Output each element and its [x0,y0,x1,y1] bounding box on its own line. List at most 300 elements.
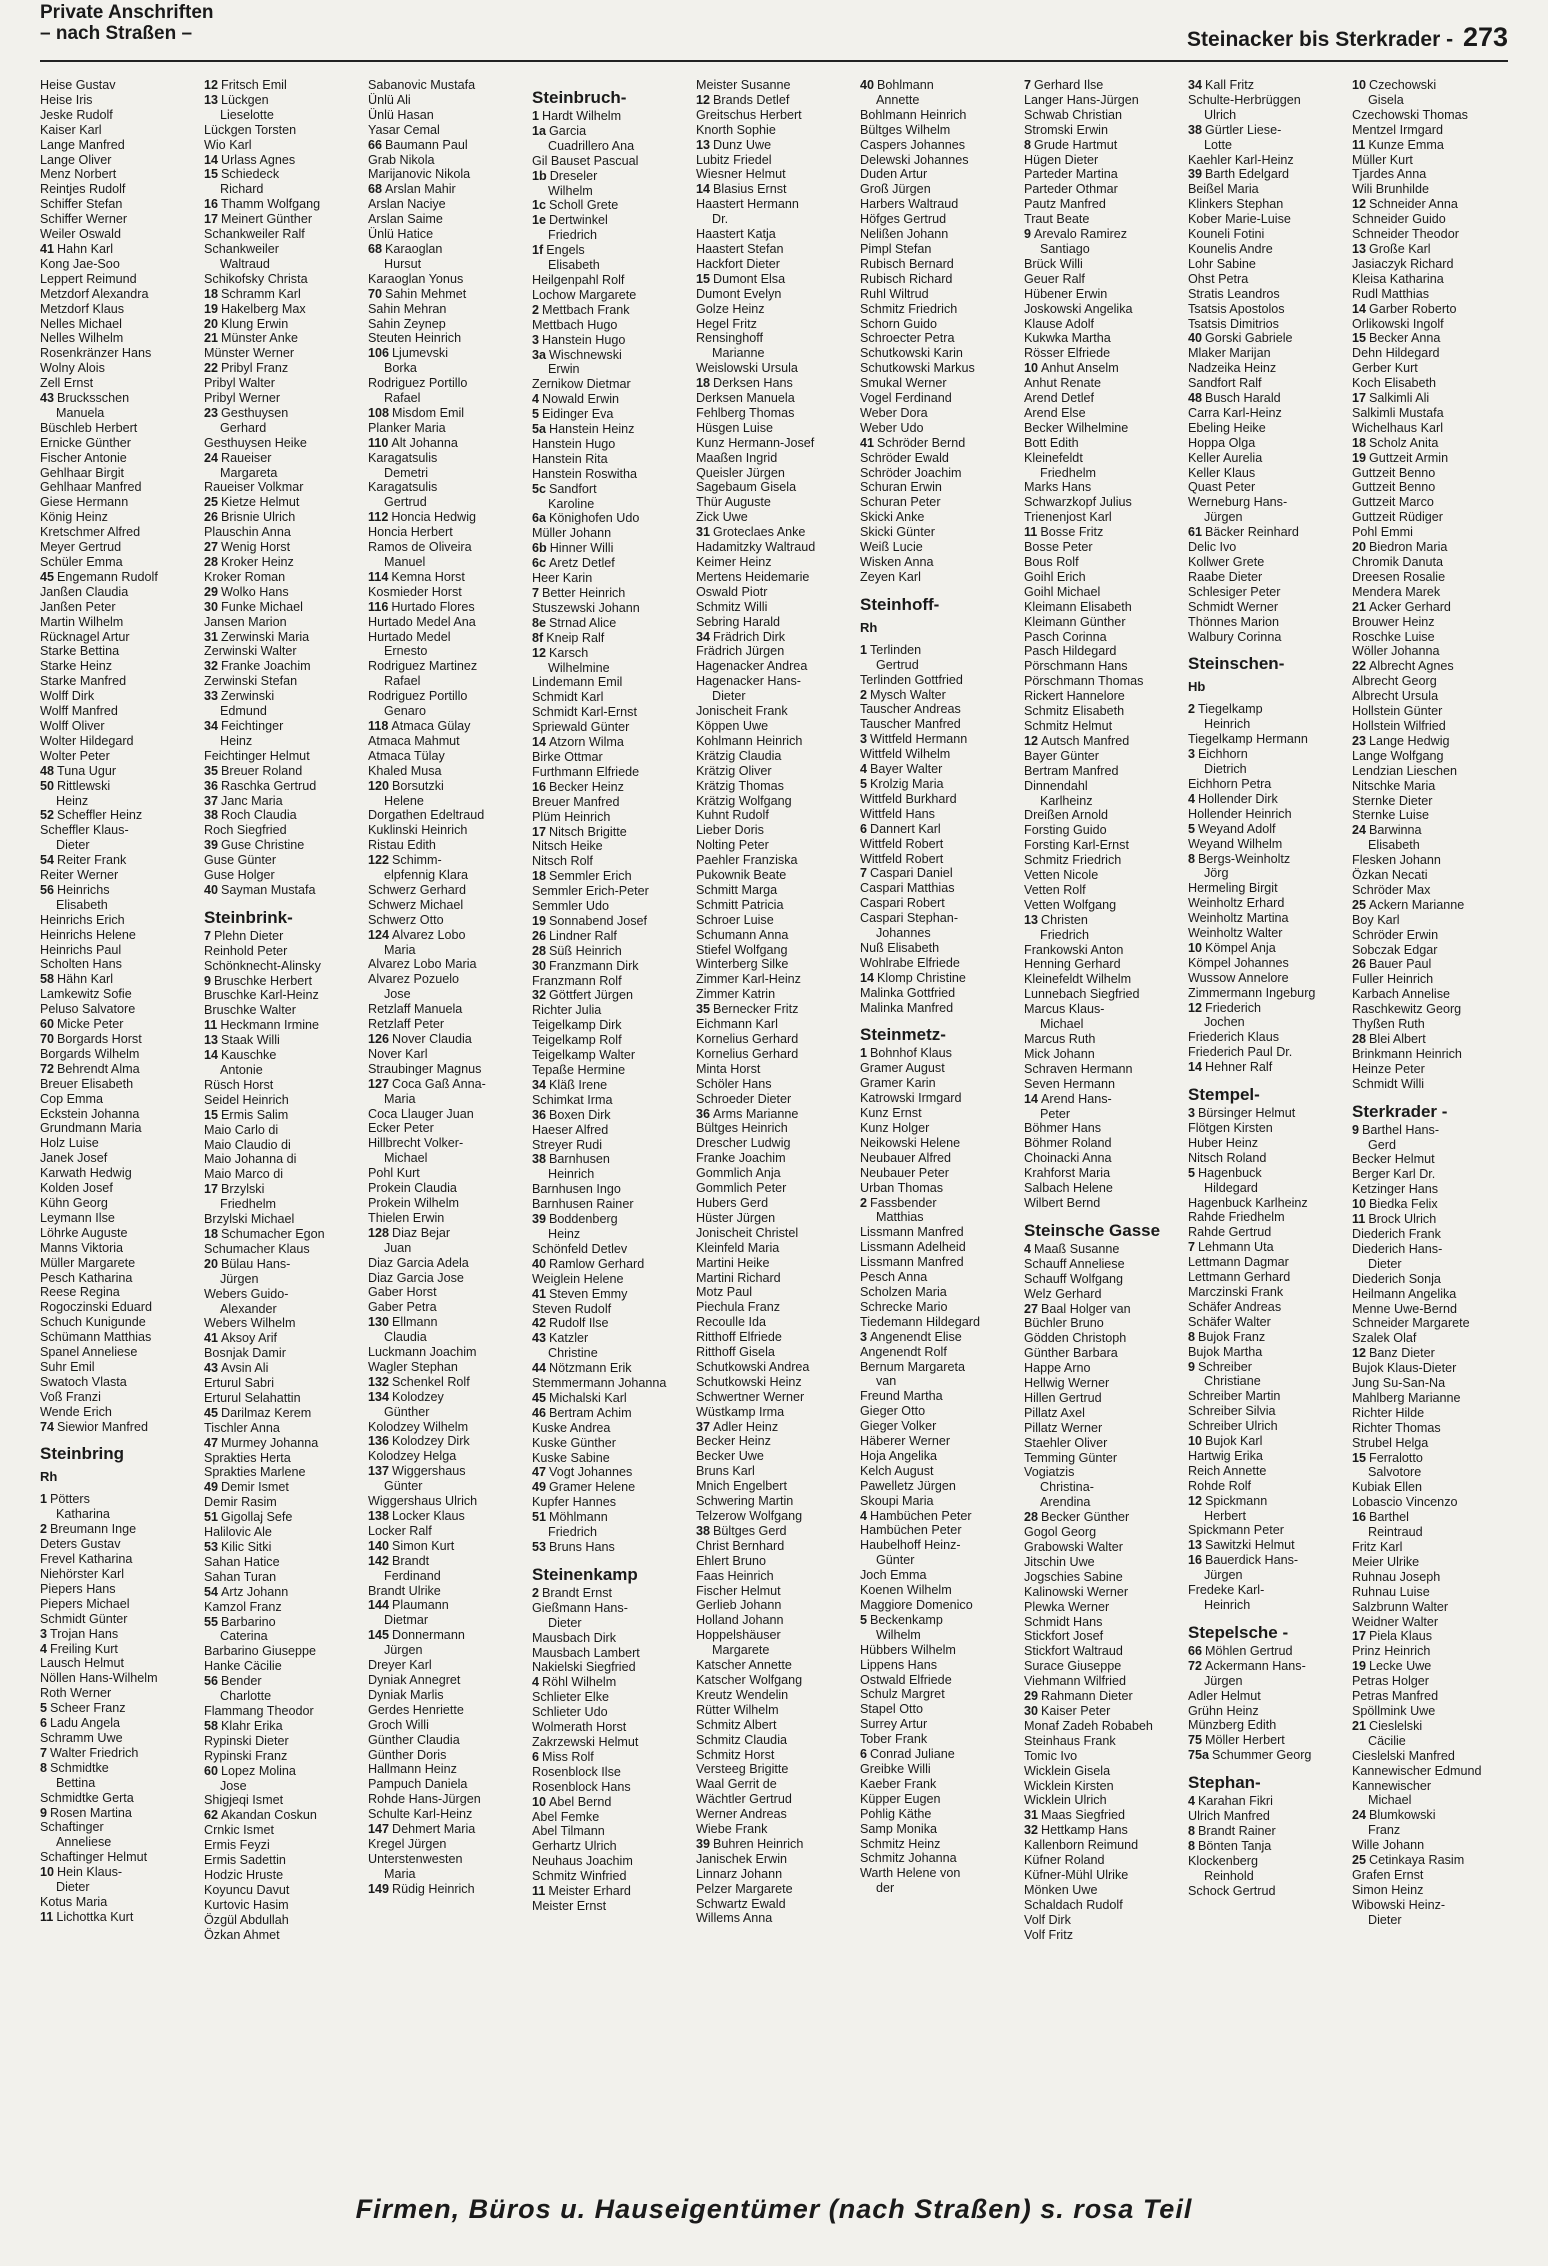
list-item [1352,182,1508,197]
resident-name: Kauschke [221,1048,277,1063]
resident-name: Nover Karl [368,1046,428,1061]
resident-name: Wüstkamp Irma [696,1404,785,1419]
house-number: 49 [204,1480,219,1495]
list-item [204,719,360,734]
resident-name: Kunze Emma [1368,137,1444,152]
list-item [1024,1510,1180,1525]
resident-name: Heinrichs Helene [40,927,136,942]
resident-name: Simon Kurt [392,1538,455,1553]
list-item [40,480,196,495]
list-item [1024,1868,1180,1883]
list-item [368,153,524,168]
resident-name: Wittfeld Robert [860,851,944,866]
house-number: 9 [1352,1122,1360,1137]
house-number: 5 [532,407,540,422]
resident-name: Groß Jürgen [860,182,931,197]
resident-name: Dreseler [549,168,598,183]
list-item [368,212,524,227]
resident-name: Nötzmann Erik [549,1361,632,1376]
list-item [532,1063,688,1078]
list-item [860,1837,1016,1852]
resident-name: Sahan Hatice [204,1554,280,1569]
list-item [1352,1913,1508,1928]
resident-name: Thielen Erwin [368,1210,445,1225]
resident-name: Koch Elisabeth [1352,376,1437,391]
list-item [40,1151,196,1166]
list-item [40,242,196,257]
list-item [1188,1360,1344,1375]
resident-name: Rücknagel Artur [40,629,130,644]
directory-column [696,78,852,2186]
list-item [532,661,688,676]
list-item [696,1017,852,1032]
list-item [1188,702,1344,717]
house-number: 28 [1352,1032,1367,1046]
resident-name: Heilgenpahl Rolf [532,272,625,287]
house-number: 3 [532,332,540,347]
list-item [860,1315,1016,1330]
resident-name: Neubauer Alfred [860,1150,952,1165]
house-number: 31 [204,629,219,644]
resident-name: Guse Christine [221,838,305,853]
resident-name: Rütter Wilhelm [696,1702,779,1717]
resident-name: Ermis Sadettin [204,1853,286,1868]
house-number: 1f [532,243,544,258]
list-item [860,1196,1016,1211]
resident-name: Wichelhaus Karl [1352,420,1443,435]
list-item [696,1271,852,1286]
resident-name: Suhr Emil [40,1359,95,1374]
list-item [696,480,852,495]
resident-name: Kregel Jürgen [368,1836,447,1851]
list-item [204,1361,360,1376]
list-item [532,497,688,512]
resident-name: Steinhaus Frank [1024,1733,1116,1748]
list-item [1024,555,1180,570]
resident-name: Furthmann Elfriede [532,764,640,779]
resident-name: Schmidt Karl [532,690,604,705]
list-item [696,1375,852,1390]
list-item [860,1717,1016,1732]
resident-name: Bönten Tanja [1198,1838,1272,1853]
list-item [1352,1032,1508,1047]
resident-name: Kuske Andrea [532,1420,611,1435]
house-number: 35 [696,1002,711,1017]
section-subtitle: – nach Straßen – [40,23,193,44]
resident-name: Klahr Erika [221,1718,283,1733]
resident-name: Kretschmer Alfred [40,525,141,540]
list-item [1352,898,1508,913]
list-item [1188,1106,1344,1121]
resident-name: Barwinna [1369,823,1422,838]
list-item [532,571,688,586]
list-item [860,822,1016,837]
resident-name: Albrecht Agnes [1369,659,1454,674]
resident-name: Wächtler Gertrud [696,1792,792,1807]
house-number: 3 [1188,1106,1196,1121]
list-item [204,1063,360,1078]
list-item [1352,868,1508,883]
list-item [1352,1212,1508,1227]
list-item [40,1656,196,1671]
list-item [368,376,524,391]
list-item [532,914,688,929]
resident-name: Katzler [549,1331,589,1346]
house-number: 46 [532,1405,547,1420]
list-item [368,227,524,242]
resident-name: Wagler Stephan [368,1359,458,1374]
resident-name: Pautz Manfred [1024,197,1106,212]
list-item [696,1062,852,1077]
list-item [532,1540,688,1555]
resident-name: Gerd [1368,1137,1396,1152]
resident-name: Fuller Heinrich [1352,972,1434,987]
resident-name: Diaz Garcia Jose [368,1270,464,1285]
list-item [696,704,852,719]
resident-name: Rosenblock Hans [532,1779,631,1794]
list-item [1024,1928,1180,1943]
list-item [1024,302,1180,317]
resident-name: Kolodzey Wilhelm [368,1419,469,1434]
list-item [696,1703,852,1718]
street-heading: Steinbring [40,1444,125,1464]
list-item [532,1018,688,1033]
list-item [1352,555,1508,570]
resident-name: Wilhelm [876,1627,921,1642]
list-item [696,1345,852,1360]
house-number: 17 [204,1182,219,1197]
list-item [860,1166,1016,1181]
resident-name: Manuel [384,555,426,569]
house-number: 4 [860,1508,868,1523]
house-number: 51 [532,1510,547,1525]
list-item [204,1421,360,1436]
list-item [860,1747,1016,1762]
list-item [860,1240,1016,1255]
resident-name: Mlaker Marijan [1188,346,1271,361]
resident-name: Siewior Manfred [57,1419,149,1434]
resident-name: Nelißen Johann [860,227,949,242]
list-item [860,881,1016,896]
resident-name: Caspari Daniel [870,866,953,881]
list-item [532,452,688,467]
list-item [368,257,524,272]
resident-name: Ritthoff Elfriede [696,1330,782,1345]
resident-name: Barthel Hans- [1362,1122,1440,1137]
street-range: Steinacker bis Sterkrader - [1186,28,1454,51]
resident-name: Fritsch Emil [221,78,287,92]
footer-note: Firmen, Büros u. Hauseigentümer (nach Straßen) s. rosa Teil [355,2194,1193,2224]
resident-name: Wolmerath Horst [532,1720,627,1735]
list-item [204,1704,360,1719]
list-item [860,1583,1016,1598]
list-item [532,392,688,407]
house-number: 5 [860,1612,868,1627]
list-item [860,1061,1016,1076]
resident-name: Demetri [384,465,429,480]
resident-name: Schwerz Gerhard [368,882,466,897]
list-item [1352,1659,1508,1674]
list-item [1352,1495,1508,1510]
resident-name: Brucksschen [57,391,130,406]
list-item [532,213,688,228]
resident-name: Heilmann Angelika [1352,1286,1457,1301]
list-item [1188,1151,1344,1166]
list-item [1352,1197,1508,1212]
list-item [368,406,524,421]
resident-name: Tuna Ugur [57,763,117,778]
list-item [1188,866,1344,881]
list-item [696,853,852,868]
list-item [1352,480,1508,495]
resident-name: Alt Johanna [391,435,458,450]
list-item [1352,1570,1508,1585]
list-item [696,1285,852,1300]
resident-name: Pötters [50,1492,90,1507]
list-item [368,719,524,734]
list-item [1188,1568,1344,1583]
resident-name: Mettbach Hugo [532,317,618,332]
list-item [1188,1060,1344,1075]
resident-name: Scheffler Heinz [57,808,143,823]
resident-name: Dehn Hildegard [1352,346,1440,361]
resident-name: Holland Johann [696,1613,784,1628]
resident-name: Walter Friedrich [50,1745,139,1760]
resident-name: Tauscher Manfred [860,717,961,732]
resident-name: Rudl Matthias [1352,286,1429,301]
list-item [532,1287,688,1302]
resident-name: Janischek Erwin [696,1851,787,1866]
list-item [1024,898,1180,913]
resident-name: Deters Gustav [40,1537,121,1552]
house-number: 6 [860,821,868,836]
resident-name: Weyand Adolf [1198,821,1276,836]
house-number: 11 [1352,1212,1366,1227]
resident-name: Metzdorf Klaus [40,301,124,316]
list-item [696,302,852,317]
resident-name: Vetten Wolfgang [1024,897,1117,912]
house-number: 3 [860,732,868,747]
list-item [696,1241,852,1256]
resident-name: Gödden Christoph [1024,1331,1127,1346]
list-item [204,1749,360,1764]
list-item [696,644,852,659]
list-item [860,1345,1016,1360]
list-item [40,1910,196,1925]
list-item [40,1701,196,1716]
list-item [368,1032,524,1047]
resident-name: Telzerow Wolfgang [696,1509,803,1523]
list-item [532,1331,688,1346]
house-number: 16 [532,779,547,794]
resident-name: Hardt Wilhelm [542,109,622,123]
resident-name: Steven Rudolf [532,1301,612,1316]
list-item [532,1421,688,1436]
resident-name: Fischer Helmut [696,1583,781,1598]
list-item [696,1867,852,1882]
list-item [532,243,688,258]
resident-name: Rickert Hannelore [1024,689,1125,704]
resident-name: Rahde Gertrud [1188,1225,1272,1240]
directory-column [1024,78,1180,2186]
resident-name: Pribyl Walter [204,376,275,391]
list-item [860,1255,1016,1270]
list-item [860,1374,1016,1389]
list-item [1024,1779,1180,1794]
house-number: 44 [532,1361,547,1376]
house-number: 42 [532,1316,547,1331]
resident-name: Hollstein Günter [1352,704,1443,719]
house-number: 37 [204,793,219,808]
resident-name: Albrecht Georg [1352,674,1437,689]
list-item [40,1360,196,1375]
resident-name: Köppen Uwe [696,718,769,733]
resident-name: Prinz Heinrich [1352,1644,1431,1659]
resident-name: Planker Maria [368,420,446,435]
resident-name: Becker Anna [1369,331,1441,346]
house-number: 1e [532,213,547,228]
list-item [1024,972,1180,987]
list-item [1188,302,1344,317]
list-item [204,794,360,809]
resident-name: Hanstein Rita [532,451,608,466]
list-item [368,242,524,257]
resident-name: Ristau Edith [368,838,436,853]
list-item [368,480,524,495]
resident-name: Karoline [548,496,595,511]
list-item [368,689,524,704]
resident-name: Peluso Salvatore [40,1002,136,1017]
list-item [40,346,196,361]
resident-name: Brock Ulrich [1368,1212,1437,1227]
resident-name: Schreiber Silvia [1188,1404,1276,1419]
list-item [860,941,1016,956]
list-item [1352,153,1508,168]
street-heading: Steinmetz- [860,1025,946,1045]
resident-name: Heise Iris [40,92,93,107]
house-number: 17 [1352,391,1367,406]
resident-name: Bruns Karl [696,1464,755,1479]
resident-name: Krätzig Oliver [696,763,772,778]
list-item [532,690,688,705]
house-number: 14 [1352,301,1367,316]
resident-name: Hoppelshäuser [696,1628,781,1643]
resident-name: Flammang Theodor [204,1703,314,1718]
list-item [204,1436,360,1451]
house-number: 34 [696,629,711,644]
list-item [204,153,360,168]
resident-name: Choinacki Anna [1024,1151,1112,1166]
resident-name: Wiebe Frank [696,1822,768,1837]
list-item [1352,1017,1508,1032]
resident-name: Lindemann Emil [532,675,623,690]
resident-name: Küpper Eugen [860,1791,941,1806]
resident-name: Tiegelkamp [1198,702,1263,717]
list-item [1352,317,1508,332]
list-item [532,1123,688,1138]
resident-name: Engels [546,243,585,258]
list-item [368,868,524,883]
list-item [532,750,688,765]
resident-name: Guttzeit Marco [1352,495,1434,510]
list-item [368,272,524,287]
list-item [204,1928,360,1943]
list-item [1188,911,1344,926]
list-item [40,1597,196,1612]
resident-name: Conrad Juliane [870,1747,955,1762]
list-item [40,1865,196,1880]
list-item [368,838,524,853]
house-number: 1 [532,109,540,123]
resident-name: Röhl Wilhelm [542,1675,617,1690]
list-item [532,1197,688,1212]
list-item [1352,987,1508,1002]
list-item [1024,93,1180,108]
resident-name: Webers Wilhelm [204,1316,296,1331]
list-item [1352,704,1508,719]
resident-name: Jansen Marion [204,614,287,629]
list-item [1352,1182,1508,1197]
house-number: 60 [40,1017,55,1032]
list-item [40,376,196,391]
resident-name: Voß Franzi [40,1389,101,1404]
resident-name: Lotte [1204,137,1233,152]
resident-name: Carra Karl-Heinz [1188,405,1282,420]
list-item [40,1181,196,1196]
list-item [1188,1030,1344,1045]
list-item [696,1181,852,1196]
list-item [1352,570,1508,585]
list-item [696,1434,852,1449]
resident-name: Wille Johann [1352,1838,1425,1853]
list-item [1024,1719,1180,1734]
list-item [1024,1316,1180,1331]
resident-name: Schröder Max [1352,882,1431,897]
list-item [368,1807,524,1822]
resident-name: Nover Claudia [392,1032,472,1046]
list-item [1352,585,1508,600]
list-item [204,1242,360,1257]
resident-name: Bernum Margareta [860,1359,965,1374]
list-item [40,197,196,212]
house-number: 5c [532,481,547,496]
list-item [1188,272,1344,287]
list-item [696,570,852,585]
resident-name: Schuch Kunigunde [40,1315,146,1330]
list-item [860,1687,1016,1702]
resident-name: Huber Heinz [1188,1135,1258,1150]
resident-name: Janßen Peter [40,599,116,614]
resident-name: Katscher Wolfgang [696,1672,803,1687]
list-item [204,883,360,898]
house-number: 8 [40,1760,48,1775]
list-item [1188,1404,1344,1419]
list-item [204,974,360,989]
resident-name: Sahan Turan [204,1569,277,1584]
list-item [696,212,852,227]
list-item [40,1107,196,1122]
resident-name: Bültges Gerd [713,1523,787,1538]
resident-name: Barbarino Giuseppe [204,1644,317,1659]
list-item [532,1646,688,1661]
list-item [1352,1451,1508,1466]
resident-name: Mertens Heidemarie [696,569,810,584]
list-item [1188,1374,1344,1389]
list-item [40,823,196,838]
list-item [40,108,196,123]
list-item [368,1852,524,1867]
list-item [40,689,196,704]
